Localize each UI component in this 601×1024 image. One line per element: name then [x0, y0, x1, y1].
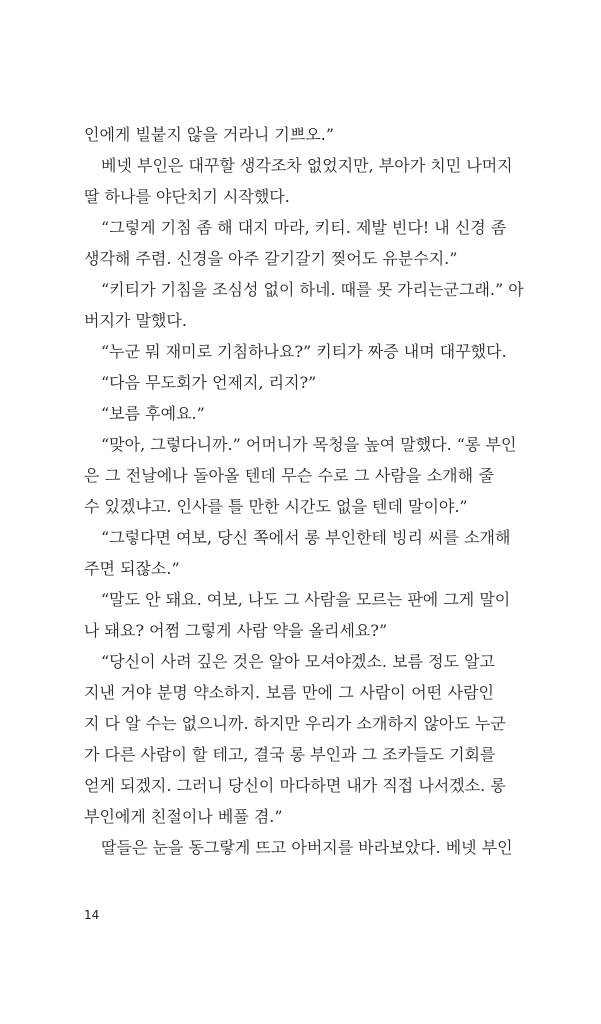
page-body-text [84, 119, 524, 863]
text-line: 딸들은 눈을 동그랗게 뜨고 아버지를 바라보았다. 베넷 부인 [101, 838, 513, 857]
text-line: 얻게 되겠지. 그러니 당신이 마다하면 내가 직접 나서겠소. 롱 [84, 776, 506, 795]
text-line: 지낸 거야 분명 약소하지. 보름 만에 그 사람이 어떤 사람인 [84, 683, 494, 702]
text-line: “당신이 사려 깊은 것은 알아 모셔야겠소. 보름 정도 알고 [101, 652, 495, 671]
text-line: “그렇게 기침 좀 해 대지 마라, 키티. 제발 빈다! 내 신경 좀 [101, 218, 507, 237]
text-line: “말도 안 돼요. 여보, 나도 그 사람을 모르는 판에 그게 말이 [101, 590, 511, 609]
text-line: 생각해 주렴. 신경을 아주 갈기갈기 찢어도 유분수지.” [84, 249, 458, 268]
text-line: “보름 후예요.” [101, 404, 205, 423]
text-line: “맞아, 그렇다니까.” 어머니가 목청을 높여 말했다. “롱 부인 [101, 435, 517, 454]
text-line: 가 다른 사람이 할 테고, 결국 롱 부인과 그 조카들도 기회를 [84, 745, 496, 764]
page-number: 14 [84, 908, 100, 922]
text-line: 베넷 부인은 대꾸할 생각조차 없었지만, 부아가 치민 나머지 [101, 156, 513, 175]
text-line: 딸 하나를 야단치기 시작했다. [84, 187, 290, 206]
text-line: 인에게 빌붙지 않을 거라니 기쁘오.” [84, 125, 334, 144]
text-line: 지 다 알 수는 없으니까. 하지만 우리가 소개하지 않아도 누군 [84, 714, 506, 733]
text-line: 수 있겠냐고. 인사를 틀 만한 시간도 없을 텐데 말이야.” [84, 497, 468, 516]
text-line: 나 돼요? 어쩜 그렇게 사람 약을 올리세요?” [84, 621, 388, 640]
text-line: 버지가 말했다. [84, 311, 187, 330]
text-line: “누군 뭐 재미로 기침하나요?” 키티가 짜증 내며 대꾸했다. [101, 342, 507, 361]
text-line: 부인에게 친절이나 베풀 겸.” [84, 807, 283, 826]
text-line: 주면 되잖소.” [84, 559, 180, 578]
text-line: “키티가 기침을 조심성 없이 하네. 때를 못 가리는군그래.” 아 [101, 280, 524, 299]
text-line: “그렇다면 여보, 당신 쪽에서 롱 부인한테 빙리 씨를 소개해 [101, 528, 511, 547]
text-line: 은 그 전날에나 돌아올 텐데 무슨 수로 그 사람을 소개해 줄 [84, 466, 494, 485]
text-line: “다음 무도회가 언제지, 리지?” [101, 373, 317, 392]
